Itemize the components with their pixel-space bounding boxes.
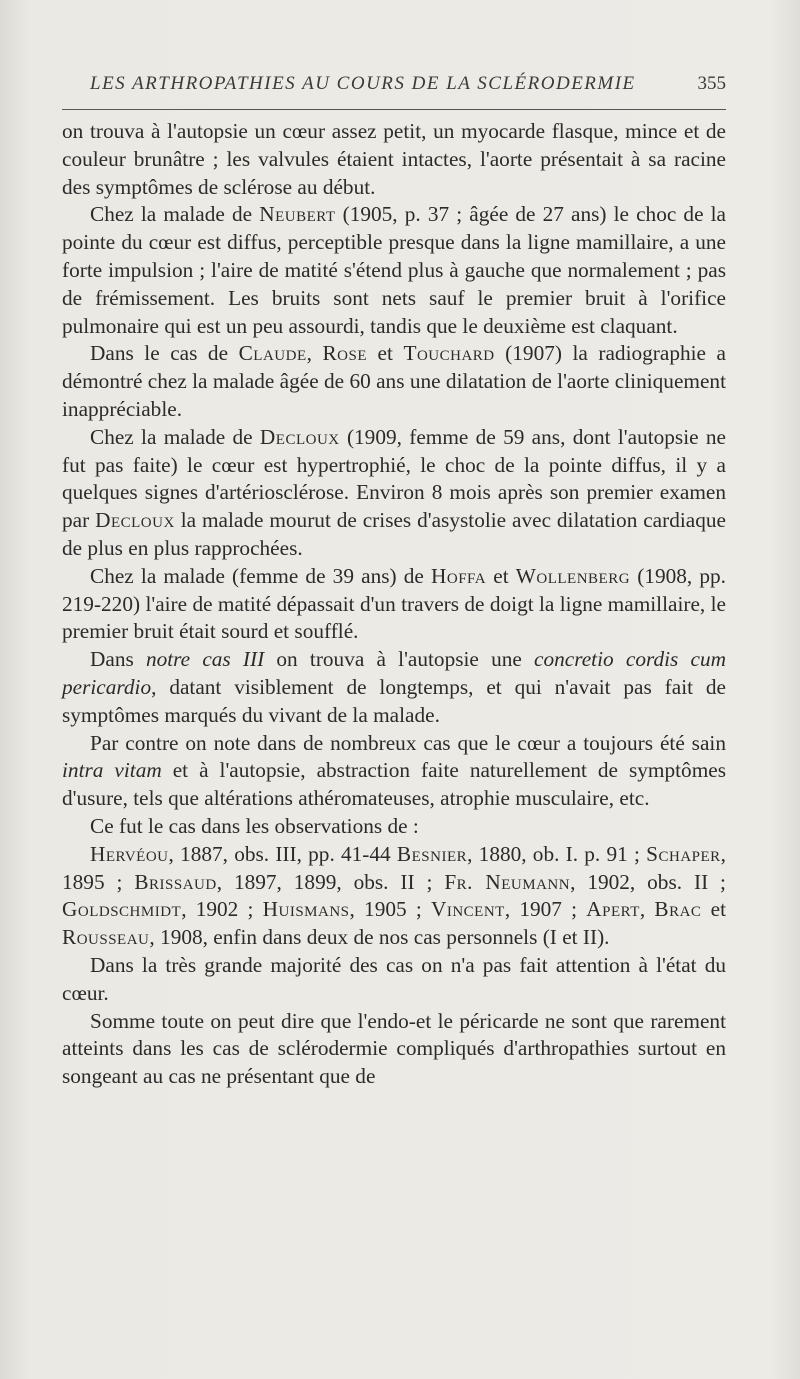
text-run: , 1887, obs. III, pp. 41-44 <box>168 841 397 866</box>
author-name: Hervéou <box>90 841 169 866</box>
paragraph-7 <box>62 730 726 813</box>
author-name: Brac <box>654 897 702 922</box>
header-rule <box>62 109 726 110</box>
author-name: Hoffa <box>431 563 487 588</box>
text-run: Chez la malade de <box>90 424 260 449</box>
paragraph-3 <box>62 340 726 423</box>
paragraph-text: on trouva à l'autopsie un cœur assez petit, un myocarde flasque, mince et de couleur brunâtre ; les valvules étaient intactes, l'aorte présentait à sa racine des symptômes de sclérose au début. <box>62 119 726 199</box>
text-run: , 1895 ; <box>62 841 726 894</box>
author-name: Claude <box>238 341 307 366</box>
text-run: , 1897, 1899, obs. II ; <box>216 869 445 894</box>
text-run: Chez la malade (femme de 39 ans) de <box>90 563 431 588</box>
text-run: et <box>367 341 404 366</box>
paragraph-5 <box>62 563 726 646</box>
author-name: Neubert <box>259 202 336 227</box>
paragraph-6 <box>62 646 726 729</box>
text-run: , 1902, obs. II ; <box>570 869 726 894</box>
author-name: Rousseau <box>62 925 150 950</box>
text-run: Dans le cas de <box>90 341 239 366</box>
running-title: LES ARTHROPATHIES AU COURS DE LA SCLÉRODERMIE <box>90 73 636 94</box>
author-name: Schaper <box>646 841 721 866</box>
text-run: , 1907 ; <box>504 897 587 922</box>
author-name: Besnier <box>396 841 468 866</box>
text-run: (1905, p. 37 ; âgée de 27 ans) le choc de la pointe du cœur est diffus, perceptible presque dans la ligne mamillaire, a une forte impulsion ; l'aire de matité s'étend plus à gauche que normalement ; pas de frémissement. Les bruits sont nets sauf le premier bruit à l'orifice pulmonaire qui est un peu assourdi, tandis que le deuxième est claquant. <box>62 202 727 338</box>
paragraph-10 <box>62 952 726 1008</box>
author-name: Vincent <box>430 897 505 922</box>
text-run: , <box>306 341 323 366</box>
page-number: 355 <box>697 73 726 94</box>
text-run: (1908, pp. 219-220) l'aire de matité dépassait d'un travers de doigt la ligne mamillaire, le premier bruit était sourd et soufflé. <box>62 563 726 644</box>
text-run: Dans <box>90 647 146 672</box>
paragraph-text: Dans la très grande majorité des cas on n'a pas fait attention à l'état du cœur. <box>62 952 726 1005</box>
paragraph-text: Somme toute on peut dire que l'endo-et le péricarde ne sont que rarement atteints dans les cas de sclérodermie compliqués d'arthropathies surtout en songeant au cas ne présentant que de <box>62 1008 726 1089</box>
paragraph-9 <box>62 841 726 952</box>
italic-text: concretio cordis cum pericardio <box>62 647 726 699</box>
paragraph-text: Ce fut le cas dans les observations de : <box>90 813 419 838</box>
paragraph-8 <box>62 813 726 841</box>
italic-text: intra vitam <box>62 758 162 783</box>
paragraph-4 <box>62 424 726 563</box>
text-run: Chez la malade de <box>90 202 260 227</box>
author-name: Decloux <box>95 508 175 533</box>
text-run: et <box>486 563 516 588</box>
text-run: la malade mourut de crises d'asystolie avec dilatation cardiaque de plus en plus rapprochées. <box>62 508 726 560</box>
author-name: Wollenberg <box>515 563 631 588</box>
text-run: , 1905 ; <box>349 897 431 922</box>
text-run: , <box>639 897 655 922</box>
author-name: Rose <box>322 341 368 366</box>
text-run: Par contre on note dans de nombreux cas que le cœur a toujours été sain <box>90 730 726 755</box>
text-run: et <box>701 897 727 922</box>
body-text <box>62 118 726 1091</box>
author-name: Huismans <box>262 897 350 922</box>
paragraph-11 <box>62 1008 726 1091</box>
text-run: , 1908, enfin dans deux de nos cas personnels (I et II). <box>149 925 610 950</box>
text-run: , 1880, ob. I. p. 91 ; <box>467 841 647 866</box>
author-name: Fr. Neumann <box>444 869 571 894</box>
text-run: (1909, femme de 59 ans, dont l'autopsie ne fut pas faite) le cœur est hypertrophié, le choc de la pointe diffus, il y a quelques signes d'artériosclérose. Environ 8 mois après son premier examen par <box>62 424 726 533</box>
text-run: , datant visiblement de longtemps, et qui n'avait pas fait de symptômes marqués du vivant de la malade. <box>62 674 726 727</box>
author-name: Decloux <box>259 424 340 449</box>
paragraph-1 <box>62 118 726 201</box>
text-run: , 1902 ; <box>181 897 263 922</box>
author-name: Touchard <box>403 341 495 366</box>
italic-text: notre cas III <box>145 647 265 672</box>
author-name: Goldschmidt <box>62 897 182 922</box>
text-run: et à l'autopsie, abstraction faite naturellement de symptômes d'usure, tels que altérations athéromateuses, atrophie musculaire, etc. <box>62 758 727 811</box>
author-name: Apert <box>586 897 640 922</box>
paragraph-2 <box>62 201 726 340</box>
text-run: on trouva à l'autopsie une <box>264 647 535 672</box>
running-head <box>90 73 726 95</box>
text-run: (1907) la radiographie a démontré chez la malade âgée de 60 ans une dilatation de l'aorte cliniquement inappréciable. <box>62 341 726 421</box>
author-name: Brissaud <box>134 869 217 894</box>
